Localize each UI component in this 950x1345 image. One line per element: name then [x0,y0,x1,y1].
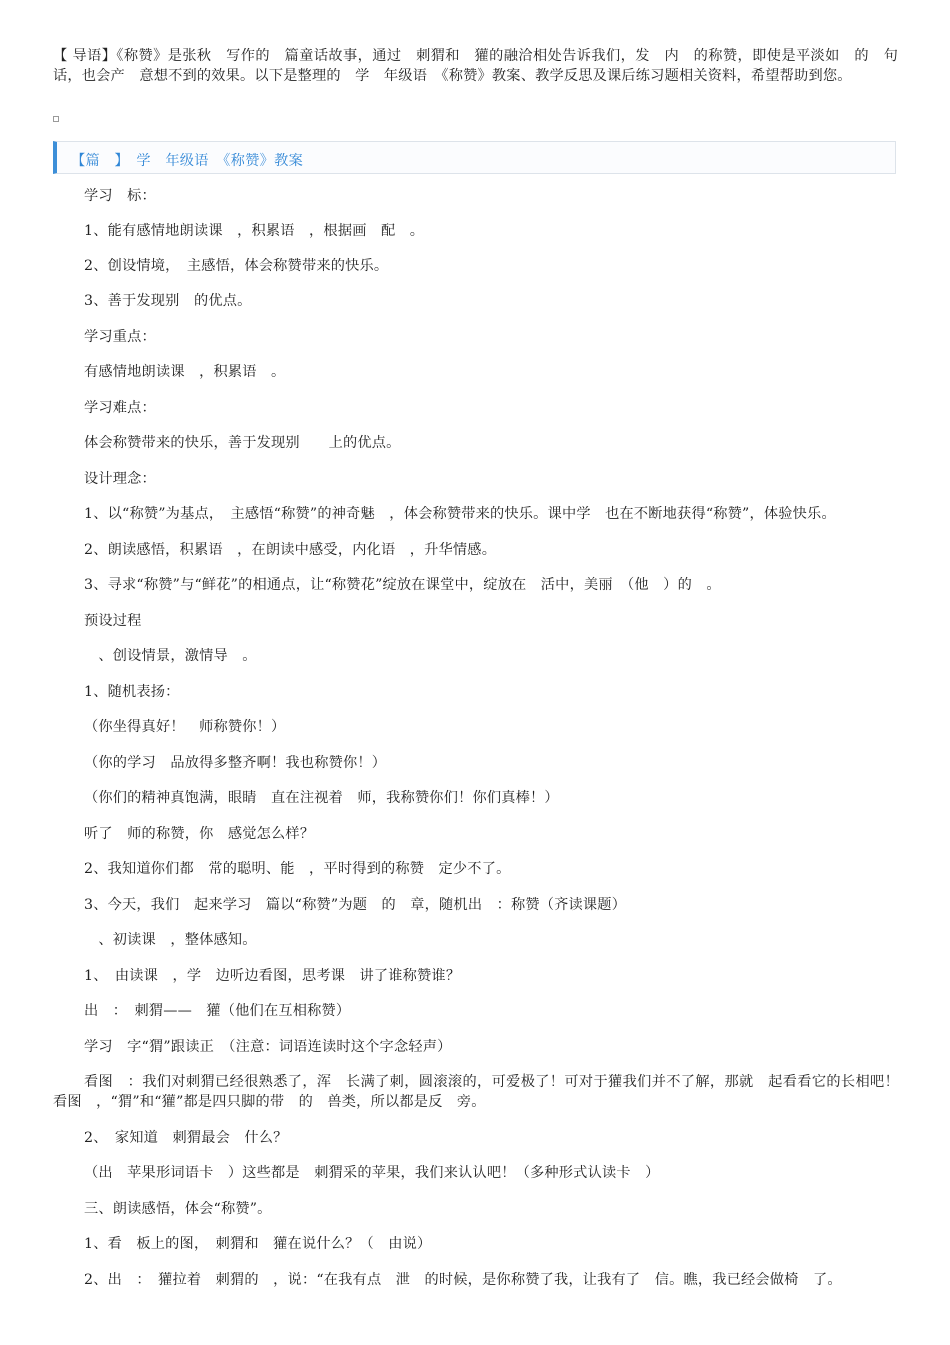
content-paragraph: 3、今天，我们 起来学习 篇以“称赞”为题 的 章，随机出 ：称赞（齐读课题） [84,897,627,913]
content-paragraph: 1、能有感情地朗读课 ，积累语 ，根据画 配 。 [84,223,425,239]
content-paragraph: 有感情地朗读课 ，积累语 。 [84,364,286,380]
content-paragraph: 设计理念： [84,471,156,487]
content-paragraph: （你们的精神真饱满，眼睛 直在注视着 师，我称赞你们！你们真棒！） [84,790,559,806]
content-paragraph: 听了 师的称赞，你 感觉怎么样？ [84,826,315,842]
content-paragraph: 学习 字“猬”跟读正 （注意：词语连读时这个字念轻声） [84,1039,452,1055]
content-paragraph: 预设过程 [84,613,142,629]
content-paragraph: 3、善于发现别 的优点。 [84,293,252,309]
content-paragraph: 、初读课 ，整体感知。 [84,932,257,948]
content-paragraph: 学习 标： [84,188,156,204]
content-paragraph: 三、朗读感悟，体会“称赞”。 [84,1201,272,1217]
intro-paragraph: 【 导语】《称赞》是张秋 写作的 篇童话故事，通过 刺猬和 獾的融洽相处告诉我们，发 内 的称赞，即使是平淡如 的 句话，也会产 意想不到的效果。以下是整理的 学 年级语 《称赞》教案、教学反思及课后练习题相关资料，希望帮助到您。 [53,48,898,84]
content-paragraph: 出 ： 刺猬—— 獾（他们在互相称赞） [84,1003,351,1019]
content-paragraph: 1、看 板上的图， 刺猬和 獾在说什么？（ 由说） [84,1236,432,1252]
content-paragraph: 2、我知道你们都 常的聪明、能 ，平时得到的称赞 定少不了。 [84,861,511,877]
content-paragraph: （出 苹果形词语卡 ）这些都是 刺猬采的苹果，我们来认认吧！（多种形式认读卡 ） [84,1165,660,1181]
content-paragraph: 学习重点： [84,329,156,345]
content-paragraph: 学习难点： [84,400,156,416]
content-paragraph: 1、以“称赞”为基点， 主感悟“称赞”的神奇魅 ，体会称赞带来的快乐。课中学 也在不断地获得“称赞”，体验快乐。 [84,506,836,522]
content-paragraph: 2、朗读感悟，积累语 ，在朗读中感受，内化语 ，升华情感。 [84,542,497,558]
broken-image-icon [53,116,59,122]
section-heading-text: 【篇 】 学 年级语 《称赞》教案 [71,153,304,169]
content-paragraph: 2、创设情境， 主感悟，体会称赞带来的快乐。 [84,258,389,274]
content-paragraph: 、创设情景，激情导 。 [84,648,257,664]
content-paragraph: （你坐得真好！ 师称赞你！） [84,719,286,735]
content-paragraph: 2、 家知道 刺猬最会 什么？ [84,1130,288,1146]
content-paragraph: 3、寻求“称赞”与“鲜花”的相通点，让“称赞花”绽放在课堂中，绽放在 活中，美丽 （他 ）的 。 [84,577,721,593]
section-heading-box [53,141,896,174]
content-paragraph: 看图 ：我们对刺猬已经很熟悉了，浑 长满了刺，圆滚滚的，可爱极了！可对于獾我们并不了解，那就 起看看它的长相吧！看图 ，“猬”和“獾”都是四只脚的带 的 兽类，所以都是反 旁。 [53,1074,899,1110]
content-paragraph: （你的学习 品放得多整齐啊！我也称赞你！） [84,755,387,771]
content-paragraph: 体会称赞带来的快乐，善于发现别 上的优点。 [84,435,401,451]
content-paragraph: 2、出 ： 獾拉着 刺猬的 ，说：“在我有点 泄 的时候，是你称赞了我，让我有了 信。瞧，我已经会做椅 了。 [84,1272,842,1288]
content-paragraph: 1、 由读课 ，学 边听边看图，思考课 讲了谁称赞谁？ [84,968,461,984]
content-paragraph: 1、随机表扬： [84,684,180,700]
